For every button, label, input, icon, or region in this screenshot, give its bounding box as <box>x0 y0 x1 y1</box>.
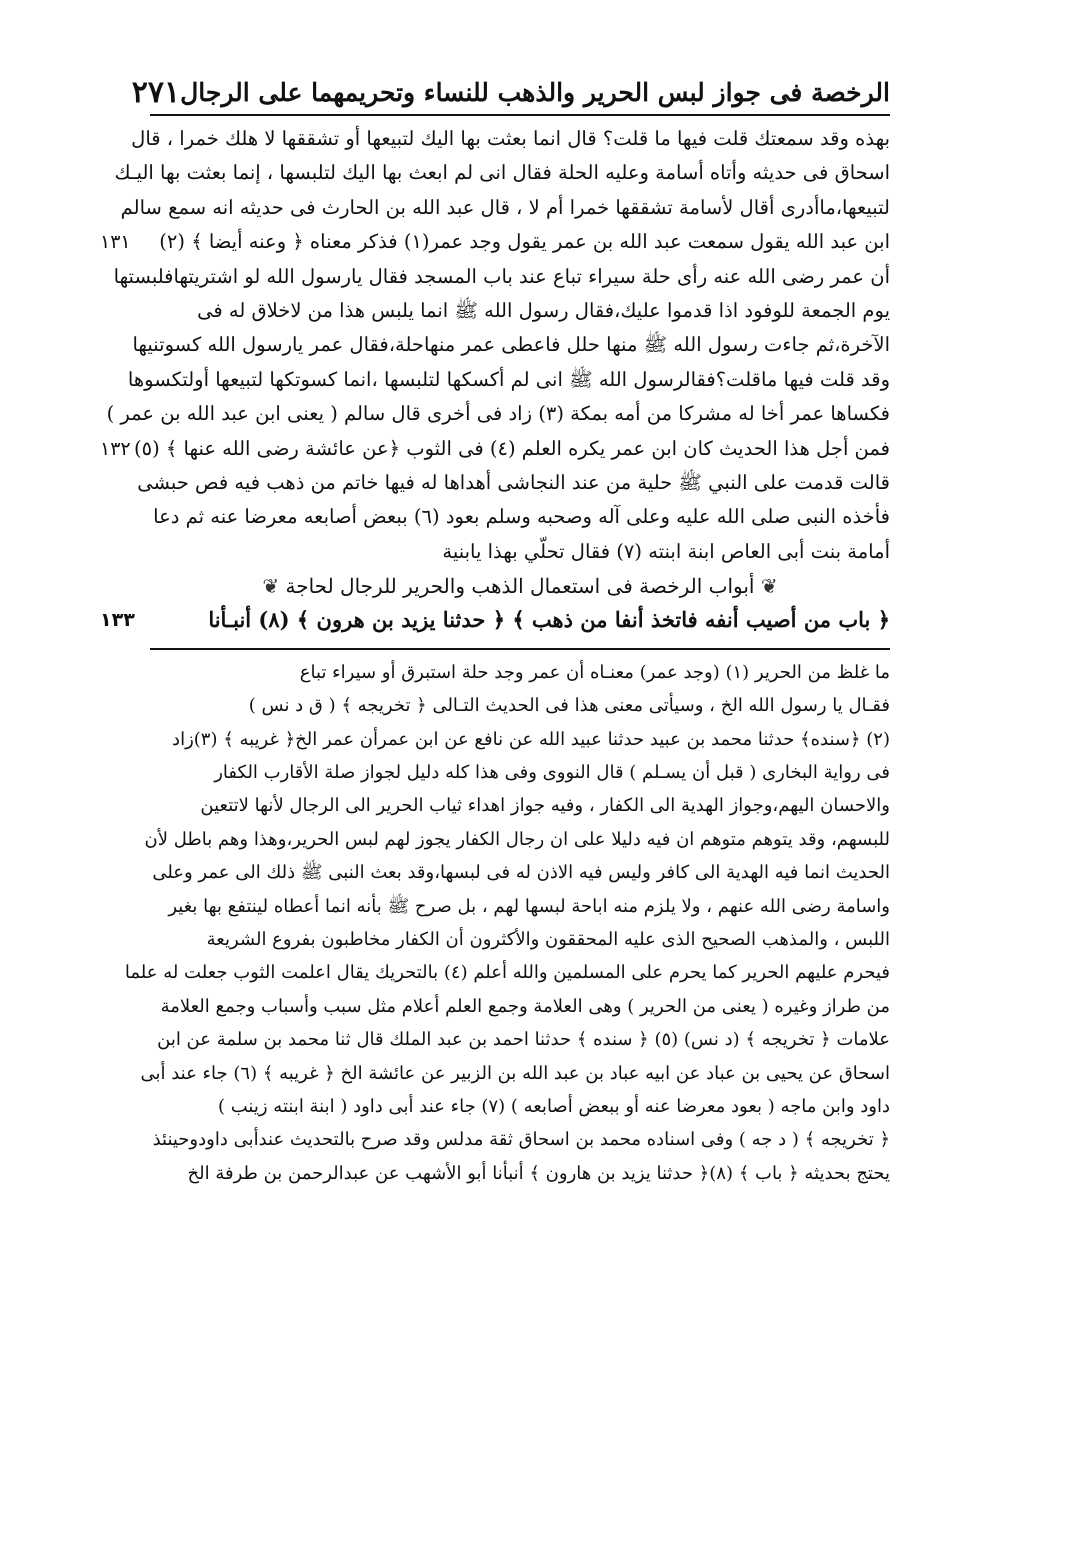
text-line: اسحاق فى حديثه وأتاه أسامة وعليه الحلة فقال انى لم ابعث بها اليك لتلبسها ، إنما بعثت بها اليـك <box>114 161 890 185</box>
footnote-line: علامات ﴿ تخريجه ﴾ (د نس) (٥) ﴿ سنده ﴾ حدثنا احمد بن عبد الملك قال ثنا محمد بن سلمة عن ابن <box>157 1029 890 1051</box>
footnote-line: والاحسان اليهم،وجواز الهدية الى الكفار ، وفيه جواز اهداء ثياب الحرير الى الرجال لأنها لاتتعين <box>200 795 890 817</box>
footnote-line: واسامة رضى الله عنهم ، ولا يلزم منه اباحة لبسها لهم ، بل صرح ﷺ بأنه انما أعطاه لينتفع بها بغير <box>168 895 890 917</box>
text-line: قالت قدمت على النبي ﷺ حلية من عند النجاشى أهداها له فيها خاتم من ذهب فيه فص حبشى <box>137 470 890 494</box>
footnote-line: اسحاق عن يحيى بن عباد عن ابيه عباد بن عبد الله بن الزبير عن عائشة الخ ﴿ غريبه ﴾ (٦) جاء عند أبى <box>140 1062 890 1084</box>
hadith-number: ١٣١ <box>100 231 131 254</box>
footnote-line: من طراز وغيره ( يعنى من الحرير ) وهى العلامة وجمع العلم أعلام مثل سبب وأسباب وجمع العلامة <box>160 995 890 1017</box>
hadith-number: ١٣٣ <box>100 609 135 632</box>
text-line: فكساها عمر أخا له مشركا من أمه بمكة (٣) زاد فى أخرى قال سالم ( يعنى ابن عبد الله بن عمر ) <box>106 402 890 426</box>
text-line: وقد قلت فيها ماقلت؟فقالرسول الله ﷺ انى لم أكسكها لتلبسها ،انما كسوتكها لتبيعها أولتكسوها <box>127 367 890 391</box>
footnote-line: ما غلظ من الحرير (١) (وجد عمر) معنـاه أن عمر وجد حلة استبرق أو سيراء تباع <box>299 661 890 683</box>
text-line: لتبيعها،ماأدرى أقال لأسامة تشققها خمرا أم لا ، قال عبد الله بن الحارث فى حديثه انه سمع سالم <box>120 195 890 219</box>
text-line: ابن عبد الله يقول سمعت عبد الله بن عمر يقول وجد عمر(١) فذكر معناه ﴿ وعنه أيضا ﴾ (٢) ١٣١ <box>150 225 890 259</box>
main-text <box>100 122 890 638</box>
hadith-number: ١٣٢ <box>100 437 131 460</box>
text-line: الآخرة،ثم جاءت رسول الله ﷺ منها حلل فاعطى عمر منهاحلة،فقال عمر يارسول الله كسوتنيها <box>132 333 890 357</box>
footnote-line: اللبس ، والمذهب الصحيح الذى عليه المحققون والأكثرون أن الكفار مخاطبون بفروع الشريعة <box>206 928 890 950</box>
footnote-line: فقـال يا رسول الله الخ ، وسيأتى معنى هذا فى الحديث التـالى ﴿ تخريجه ﴾ ( ق د نس ) <box>248 695 890 717</box>
footnote-line: الحديث انما فيه الهدية الى كافر وليس فيه الاذن له فى لبسها،وقد بعث النبى ﷺ ذلك الى عمر وعلى <box>152 862 890 884</box>
bab-heading-line: ﴿ باب من أصيب أنفه فاتخذ أنفا من ذهب ﴾ ﴿ حدثنا يزيد بن هرون ﴾ (٨) أنبـأنا ١٣٣ <box>150 603 890 637</box>
footnote-line: فى رواية البخارى ( قبل أن يسـلم ) قال النووى وفى هذا كله دليل لجواز صلة الأقارب الكفار <box>214 762 890 784</box>
text-line: يوم الجمعة للوفود اذا قدموا عليك،فقال رسول الله ﷺ انما يلبس هذا من لاخلاق له فى <box>197 298 890 322</box>
text-line: فمن أجل هذا الحديث كان ابن عمر يكره العلم (٤) فى الثوب ﴿عن عائشة رضى الله عنها ﴾ (٥) ١٣٢ <box>150 432 890 466</box>
text-line: أمامة بنت أبى العاص ابنة ابنته (٧) فقال تحلّي بهذا يابنية <box>442 539 890 563</box>
footnotes <box>124 656 890 1190</box>
footnote-line: داود وابن ماجه ( بعود معرضا عنه أو ببعض أصابعه ) (٧) جاء عند أبى داود ( ابنة ابنته زينب ) <box>218 1095 890 1117</box>
page-header <box>131 70 890 116</box>
footnote-line: (٢) ﴿سنده﴾ حدثنا محمد بن عبيد حدثنا عبيد الله عن نافع عن ابن عمرأن عمر الخ﴿ غريبه ﴾ (٣)زاد <box>172 728 890 750</box>
footnote-line: للبسهم، وقد يتوهم متوهم ان فيه دليلا على ان رجال الكفار يجوز لهم لبس الحرير،وهذا وهم باطل لأن <box>144 828 890 850</box>
ornament-icon: ❦ <box>754 574 778 599</box>
section-heading: ❦ أبواب الرخصة فى استعمال الذهب والحرير للرجال لحاجة ❦ <box>262 574 778 599</box>
footnote-line: يحتج بحديثه ﴿ باب ﴾ (٨)﴿ حدثنا يزيد بن هارون ﴾ أنبأنا أبو الأشهب عن عبدالرحمن بن طرفة الخ <box>187 1162 890 1184</box>
footnote-line: ﴿ تخريجه ﴾ ( د جه ) وفى اسناده محمد بن اسحاق ثقة مدلس وقد صرح بالتحديث عندأبى داودوحينئذ <box>152 1129 890 1151</box>
ornament-icon: ❦ <box>262 574 286 599</box>
document-page <box>100 70 890 1530</box>
footnote-line: فيحرم عليهم الحرير كما يحرم على المسلمين والله أعلم (٤) بالتحريك يقال اعلمت الثوب جعلت له علما <box>124 962 890 984</box>
page-number: ٢٧١ <box>131 74 181 110</box>
text-line: فأخذه النبى صلى الله عليه وعلى آله وصحبه وسلم بعود (٦) ببعض أصابعه معرضا عنه ثم دعا <box>153 505 890 529</box>
text-line: أن عمر رضى الله عنه رأى حلة سيراء تباع عند باب المسجد فقال يارسول الله لو اشتريتهافلبستها <box>113 264 890 288</box>
text-line: بهذه وقد سمعتك قلت فيها ما قلت؟ قال انما بعثت بها اليك لتبيعها أو تشققها لا هلك خمرا ، قال <box>131 127 890 150</box>
running-title: الرخصة فى جواز لبس الحرير والذهب للنساء وتحريمهما على الرجال <box>180 77 890 107</box>
footnote-divider <box>150 648 890 650</box>
